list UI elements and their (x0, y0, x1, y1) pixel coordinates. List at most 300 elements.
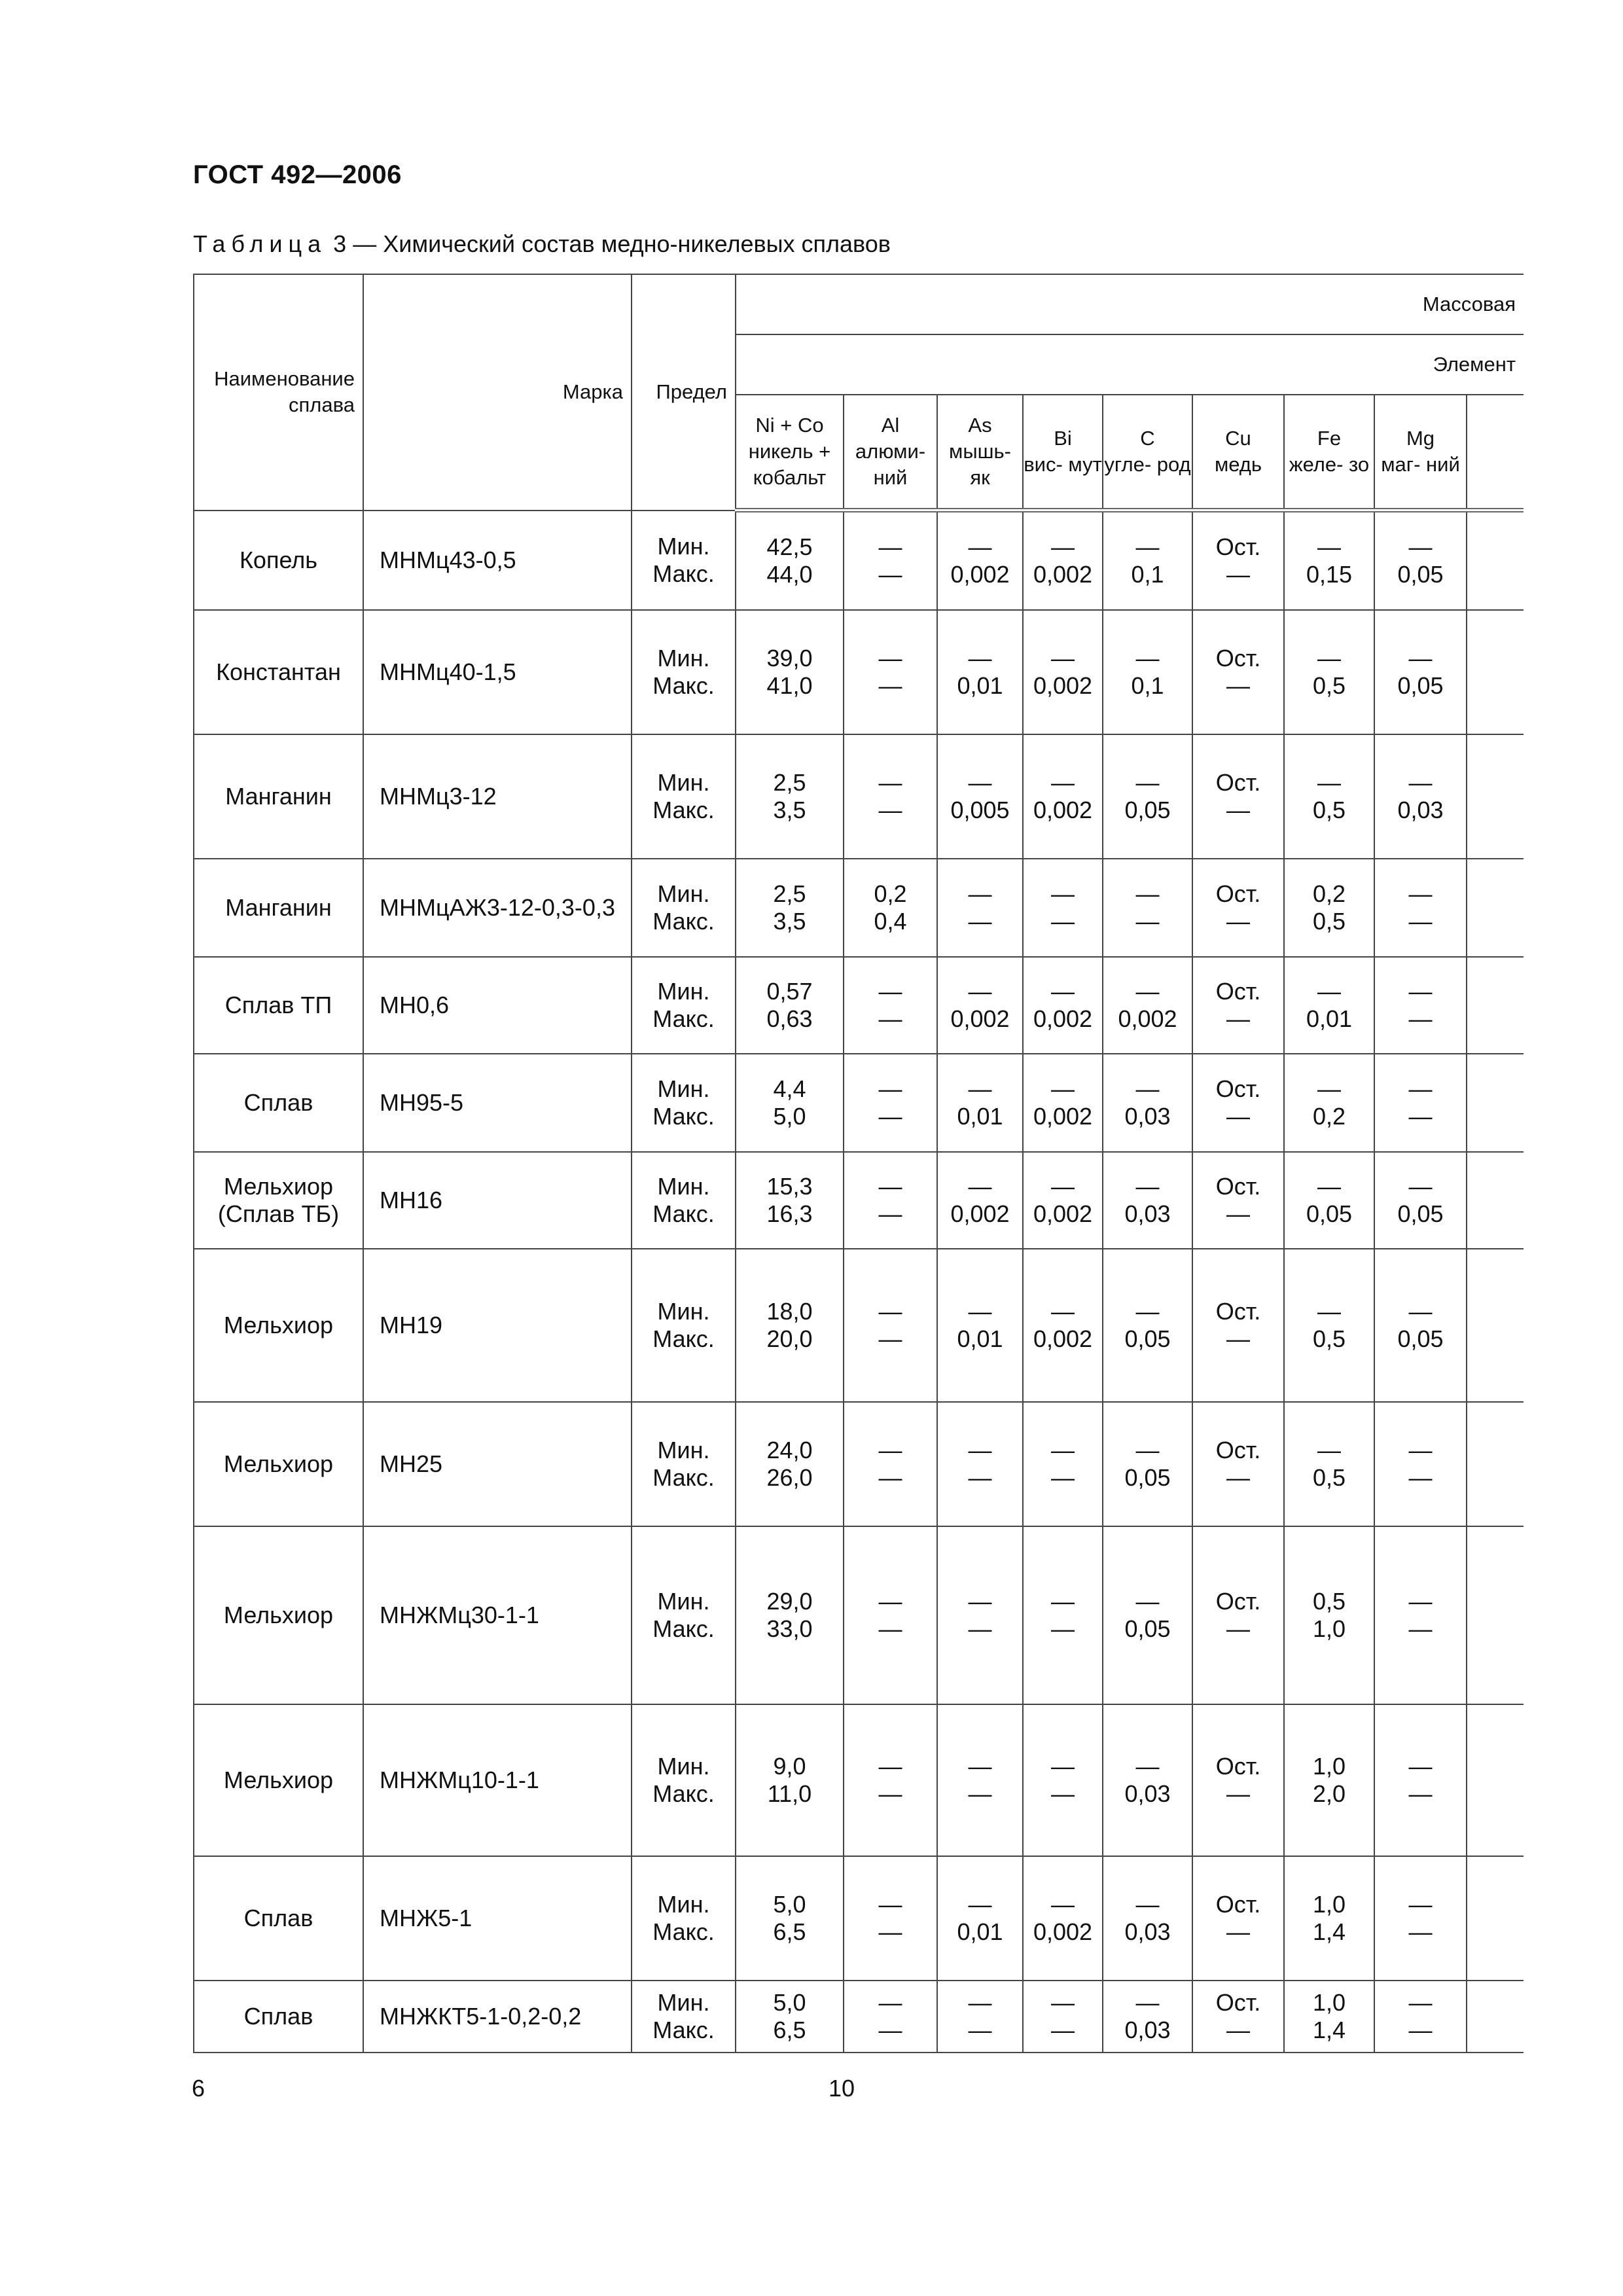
max-value: 0,2 (1312, 1102, 1346, 1130)
min-value: — (968, 768, 992, 796)
min-value: — (1408, 768, 1433, 796)
max-value: 1,4 (1312, 2016, 1346, 2043)
continued-cell (1467, 511, 1524, 610)
value-cell (1192, 511, 1284, 610)
element-symbol: Cu (1225, 427, 1251, 450)
grade-cell: МНМцАЖ3-12-0,3-0,3 (363, 859, 632, 957)
min-value: — (1051, 1297, 1075, 1325)
grade-cell: МН16 (363, 1152, 632, 1249)
value-cell (1192, 1981, 1284, 2053)
max-value: 0,002 (1033, 672, 1093, 699)
value-cell (1023, 1704, 1103, 1856)
max-value: 0,05 (1124, 1463, 1171, 1491)
element-name: маг- ний (1381, 453, 1460, 476)
table-row (194, 1526, 1524, 1704)
min-value: — (1317, 768, 1341, 796)
max-value: 0,5 (1312, 1463, 1346, 1491)
max-value: 0,002 (1033, 796, 1093, 823)
value-cell (736, 1249, 844, 1402)
max-value: — (1051, 1780, 1075, 1807)
col-header-alloy-name: Наименование сплава (194, 274, 363, 511)
value-cell (1284, 1856, 1374, 1981)
max-value: — (878, 796, 902, 823)
max-value: 2,0 (1312, 1780, 1346, 1807)
value-cell (937, 859, 1023, 957)
value-cell (844, 1152, 937, 1249)
limit-max-label: Макс. (652, 796, 715, 823)
max-value: — (1408, 907, 1433, 935)
min-value: 18,0 (766, 1297, 813, 1325)
col-header-element-3 (1023, 395, 1103, 511)
value-cell (1103, 1054, 1192, 1152)
table-row (194, 1249, 1524, 1402)
table-row (194, 1981, 1524, 2053)
max-value: 26,0 (766, 1463, 813, 1491)
min-value: Ост. (1215, 1075, 1261, 1102)
limit-max-label: Макс. (652, 560, 715, 587)
value-cell (1192, 957, 1284, 1054)
max-value: — (1408, 1918, 1433, 1945)
value-cell (1192, 1152, 1284, 1249)
max-value: 3,5 (773, 796, 806, 823)
value-cell (844, 1704, 937, 1856)
value-cell (844, 610, 937, 734)
limit-min-label: Мин. (657, 1297, 710, 1325)
continued-cell (1467, 1704, 1524, 1856)
min-value: — (878, 1172, 902, 1200)
limit-max-label: Макс. (652, 1200, 715, 1227)
min-value: — (878, 1436, 902, 1463)
value-cell (1192, 734, 1284, 859)
max-value: — (1226, 1918, 1250, 1945)
continued-cell (1467, 1856, 1524, 1981)
min-value: — (968, 977, 992, 1005)
min-value: — (1051, 1075, 1075, 1102)
max-value: — (1051, 2016, 1075, 2043)
value-cell (1103, 1856, 1192, 1981)
element-symbol: Al (881, 414, 900, 437)
min-value: Ост. (1215, 1587, 1261, 1615)
value-cell (736, 734, 844, 859)
limit-cell (632, 1856, 736, 1981)
value-cell (736, 511, 844, 610)
min-value: Ост. (1215, 1172, 1261, 1200)
max-value: 0,5 (1312, 1325, 1346, 1352)
max-value: — (1051, 1463, 1075, 1491)
min-value: — (878, 1988, 902, 2016)
element-symbol: As (968, 414, 992, 437)
max-value: 0,01 (957, 1102, 1003, 1130)
min-value: — (1317, 1075, 1341, 1102)
value-cell (1103, 957, 1192, 1054)
value-cell (1374, 734, 1467, 859)
max-value: 0,002 (950, 1005, 1010, 1032)
max-value: 0,05 (1397, 1200, 1444, 1227)
min-value: 4,4 (773, 1075, 806, 1102)
value-cell (736, 1152, 844, 1249)
min-value: — (1051, 1436, 1075, 1463)
continued-cell (1467, 957, 1524, 1054)
value-cell (1103, 1249, 1192, 1402)
min-value: — (968, 1075, 992, 1102)
min-value: — (1051, 1172, 1075, 1200)
min-value: — (1135, 1075, 1160, 1102)
min-value: — (1408, 533, 1433, 560)
value-cell (736, 1704, 844, 1856)
value-cell (937, 1152, 1023, 1249)
limit-max-label: Макс. (652, 672, 715, 699)
element-name: алюми- ний (855, 440, 926, 489)
alloy-name-cell: Манганин (194, 734, 363, 859)
table-row (194, 1054, 1524, 1152)
value-cell (1023, 1054, 1103, 1152)
max-value: 0,03 (1124, 1918, 1171, 1945)
min-value: — (968, 1297, 992, 1325)
value-cell (1284, 1981, 1374, 2053)
value-cell (844, 1054, 937, 1152)
max-value: — (968, 1780, 992, 1807)
element-symbol: Fe (1317, 427, 1342, 450)
value-cell (736, 859, 844, 957)
max-value: 44,0 (766, 560, 813, 588)
min-value: — (1408, 880, 1433, 907)
min-value: — (1317, 1436, 1341, 1463)
value-cell (1103, 1402, 1192, 1526)
max-value: — (878, 1615, 902, 1642)
value-cell (1192, 1704, 1284, 1856)
value-cell (1284, 511, 1374, 610)
value-cell (1374, 1856, 1467, 1981)
col-header-element-5 (1192, 395, 1284, 511)
grade-cell: МНЖМц10-1-1 (363, 1704, 632, 1856)
min-value: — (878, 1587, 902, 1615)
min-value: — (968, 1172, 992, 1200)
col-header-element-0 (736, 395, 844, 511)
alloy-name-cell: Сплав (194, 1054, 363, 1152)
limit-min-label: Мин. (657, 768, 710, 796)
value-cell (844, 511, 937, 610)
header-row-massovaya (194, 274, 1524, 334)
limit-max-label: Макс. (652, 1325, 715, 1352)
alloy-name-cell: Сплав (194, 1981, 363, 2053)
max-value: — (878, 672, 902, 699)
continued-cell (1467, 1249, 1524, 1402)
max-value: 0,1 (1131, 560, 1164, 588)
value-cell (1284, 1526, 1374, 1704)
min-value: — (1408, 1587, 1433, 1615)
max-value: 1,0 (1312, 1615, 1346, 1642)
continued-cell (1467, 1981, 1524, 2053)
value-cell (1103, 859, 1192, 957)
min-value: Ост. (1215, 768, 1261, 796)
document-header: ГОСТ 492—2006 (193, 160, 402, 189)
max-value: — (1051, 907, 1075, 935)
value-cell (1103, 610, 1192, 734)
limit-max-label: Макс. (652, 2016, 715, 2043)
continued-cell (1467, 1402, 1524, 1526)
max-value: — (1408, 1780, 1433, 1807)
limit-cell (632, 1249, 736, 1402)
value-cell (844, 1402, 937, 1526)
limit-cell (632, 1402, 736, 1526)
value-cell (1023, 957, 1103, 1054)
value-cell (736, 1856, 844, 1981)
value-cell (1192, 1054, 1284, 1152)
value-cell (844, 859, 937, 957)
min-value: — (968, 1436, 992, 1463)
max-value: — (878, 1325, 902, 1352)
min-value: — (1135, 1172, 1160, 1200)
alloy-name-cell: Сплав (194, 1856, 363, 1981)
min-value: — (1051, 1587, 1075, 1615)
value-cell (1284, 1054, 1374, 1152)
min-value: — (968, 1890, 992, 1918)
max-value: — (878, 1200, 902, 1227)
value-cell (1103, 1152, 1192, 1249)
value-cell (937, 957, 1023, 1054)
value-cell (937, 610, 1023, 734)
limit-min-label: Мин. (657, 1075, 710, 1102)
alloy-name-cell: Манганин (194, 859, 363, 957)
min-value: 9,0 (773, 1752, 806, 1780)
min-value: 5,0 (773, 1890, 806, 1918)
value-cell (1374, 1526, 1467, 1704)
min-value: — (1135, 768, 1160, 796)
max-value: 0,01 (957, 672, 1003, 699)
min-value: — (1408, 1297, 1433, 1325)
min-value: Ост. (1215, 1752, 1261, 1780)
scan-page-number: 10 (829, 2075, 855, 2102)
max-value: 0,03 (1124, 2016, 1171, 2043)
min-value: — (968, 533, 992, 560)
value-cell (844, 1526, 937, 1704)
limit-max-label: Макс. (652, 1918, 715, 1945)
max-value: 0,1 (1131, 672, 1164, 699)
value-cell (736, 610, 844, 734)
value-cell (937, 1054, 1023, 1152)
limit-min-label: Мин. (657, 977, 710, 1005)
max-value: 16,3 (766, 1200, 813, 1227)
value-cell (1103, 511, 1192, 610)
continued-cell (1467, 1054, 1524, 1152)
max-value: 0,05 (1124, 796, 1171, 823)
grade-cell: МНМц43-0,5 (363, 511, 632, 610)
min-value: — (1135, 1890, 1160, 1918)
min-value: — (968, 880, 992, 907)
min-value: 24,0 (766, 1436, 813, 1463)
value-cell (1103, 1981, 1192, 2053)
table-row (194, 859, 1524, 957)
limit-cell (632, 1152, 736, 1249)
max-value: 0,002 (950, 1200, 1010, 1227)
min-value: 5,0 (773, 1988, 806, 2016)
min-value: — (1051, 880, 1075, 907)
min-value: Ост. (1215, 1297, 1261, 1325)
value-cell (1192, 1526, 1284, 1704)
table-row (194, 957, 1524, 1054)
limit-cell (632, 957, 736, 1054)
min-value: — (1408, 1075, 1433, 1102)
max-value: 0,002 (1118, 1005, 1177, 1032)
table-row (194, 610, 1524, 734)
max-value: — (1135, 907, 1160, 935)
min-value: — (1317, 644, 1341, 672)
continued-cell (1467, 734, 1524, 859)
alloy-name-cell: Мельхиор (194, 1704, 363, 1856)
continued-cell (1467, 1526, 1524, 1704)
col-header-element-7 (1374, 395, 1467, 511)
value-cell (1284, 957, 1374, 1054)
limit-min-label: Мин. (657, 1988, 710, 2016)
min-value: — (1408, 1988, 1433, 2016)
max-value: — (878, 1918, 902, 1945)
min-value: Ост. (1215, 533, 1261, 560)
alloy-name-cell: Константан (194, 610, 363, 734)
max-value: — (1226, 2016, 1250, 2043)
min-value: — (968, 1587, 992, 1615)
alloy-name-cell: Сплав ТП (194, 957, 363, 1054)
max-value: — (1408, 1102, 1433, 1130)
limit-cell (632, 610, 736, 734)
min-value: 1,0 (1312, 1752, 1346, 1780)
min-value: — (1408, 1752, 1433, 1780)
col-header-grade: Марка (363, 274, 632, 511)
min-value: — (1135, 1436, 1160, 1463)
limit-cell (632, 1981, 736, 2053)
value-cell (1374, 1704, 1467, 1856)
limit-max-label: Макс. (652, 1615, 715, 1642)
max-value: 0,002 (1033, 560, 1093, 588)
col-header-element: Элемент (736, 334, 1524, 395)
element-symbol: C (1140, 427, 1155, 450)
min-value: — (1135, 644, 1160, 672)
value-cell (736, 1981, 844, 2053)
min-value: 39,0 (766, 644, 813, 672)
table-row (194, 734, 1524, 859)
max-value: — (1226, 672, 1250, 699)
value-cell (1023, 511, 1103, 610)
limit-min-label: Мин. (657, 644, 710, 672)
value-cell (1023, 1981, 1103, 2053)
min-value: Ост. (1215, 1988, 1261, 2016)
max-value: — (968, 1615, 992, 1642)
min-value: — (878, 1890, 902, 1918)
continued-cell (1467, 1152, 1524, 1249)
value-cell (1023, 734, 1103, 859)
value-cell (1192, 1856, 1284, 1981)
value-cell (937, 1981, 1023, 2053)
max-value: 33,0 (766, 1615, 813, 1642)
min-value: — (1317, 1172, 1341, 1200)
min-value: — (1051, 1988, 1075, 2016)
min-value: — (1408, 1172, 1433, 1200)
col-header-element-continued (1467, 395, 1524, 511)
min-value: — (1317, 977, 1341, 1005)
max-value: 0,15 (1306, 560, 1353, 588)
limit-cell (632, 734, 736, 859)
value-cell (1374, 859, 1467, 957)
col-header-element-4 (1103, 395, 1192, 511)
table-row (194, 1402, 1524, 1526)
min-value: — (1051, 644, 1075, 672)
max-value: — (1226, 560, 1250, 588)
value-cell (937, 1704, 1023, 1856)
min-value: 42,5 (766, 533, 813, 560)
limit-cell (632, 511, 736, 610)
min-value: — (1135, 1752, 1160, 1780)
value-cell (844, 1981, 937, 2053)
value-cell (1284, 1249, 1374, 1402)
value-cell (1374, 1249, 1467, 1402)
value-cell (1192, 1402, 1284, 1526)
value-cell (844, 1249, 937, 1402)
min-value: — (878, 1075, 902, 1102)
value-cell (1023, 1249, 1103, 1402)
value-cell (1023, 1402, 1103, 1526)
element-symbol: Mg (1406, 427, 1435, 450)
min-value: — (878, 533, 902, 560)
min-value: — (1135, 880, 1160, 907)
min-value: Ост. (1215, 1436, 1261, 1463)
value-cell (1284, 1704, 1374, 1856)
max-value: 0,002 (1033, 1200, 1093, 1227)
max-value: 0,03 (1397, 796, 1444, 823)
max-value: 0,5 (1312, 796, 1346, 823)
value-cell (1023, 610, 1103, 734)
alloy-name-cell: Мельхиор (Сплав ТБ) (194, 1152, 363, 1249)
max-value: 11,0 (767, 1780, 812, 1807)
page-number: 6 (192, 2075, 205, 2102)
grade-cell: МН19 (363, 1249, 632, 1402)
max-value: — (878, 2016, 902, 2043)
col-header-limit: Предел (632, 274, 736, 511)
continued-cell (1467, 859, 1524, 957)
max-value: — (1408, 1463, 1433, 1491)
element-name: желе- зо (1289, 453, 1370, 476)
min-value: — (1051, 768, 1075, 796)
max-value: 0,002 (1033, 1918, 1093, 1945)
min-value: Ост. (1215, 880, 1261, 907)
min-value: — (1317, 533, 1341, 560)
element-name: никель + кобальт (748, 440, 831, 489)
max-value: 0,002 (1033, 1102, 1093, 1130)
limit-min-label: Мин. (657, 532, 710, 560)
max-value: 0,05 (1124, 1325, 1171, 1352)
grade-cell: МНМц3-12 (363, 734, 632, 859)
max-value: — (1226, 1005, 1250, 1032)
limit-max-label: Макс. (652, 1780, 715, 1807)
limit-cell (632, 1704, 736, 1856)
min-value: — (1135, 1988, 1160, 2016)
value-cell (1374, 610, 1467, 734)
min-value: — (1408, 1890, 1433, 1918)
limit-max-label: Макс. (652, 1463, 715, 1491)
value-cell (1284, 1402, 1374, 1526)
alloy-name-cell: Мельхиор (194, 1249, 363, 1402)
table-body (194, 511, 1524, 2053)
table-row (194, 511, 1524, 610)
max-value: — (878, 1005, 902, 1032)
min-value: — (1051, 977, 1075, 1005)
alloy-name-cell: Мельхиор (194, 1402, 363, 1526)
min-value: — (878, 768, 902, 796)
max-value: 0,63 (766, 1005, 813, 1032)
element-name: угле- род (1104, 453, 1191, 476)
table-caption (193, 230, 891, 258)
min-value: — (1317, 1297, 1341, 1325)
min-value: 0,2 (874, 880, 907, 907)
value-cell (1284, 734, 1374, 859)
